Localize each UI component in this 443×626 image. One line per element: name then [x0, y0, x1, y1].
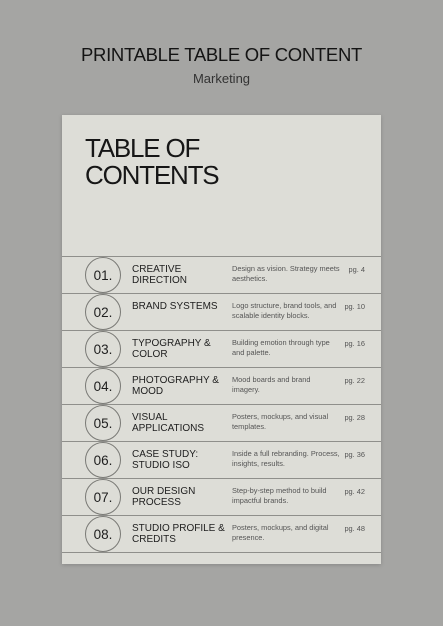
entry-page: pg. 36	[344, 450, 365, 459]
entry-number: 02.	[85, 294, 121, 330]
entry-title: CASE STUDY: STUDIO ISO	[132, 449, 199, 471]
entry-number: 08.	[85, 516, 121, 552]
entry-number: 07.	[85, 479, 121, 515]
entry-page: pg. 48	[344, 524, 365, 533]
entry-number: 03.	[85, 331, 121, 367]
entry-number: 06.	[85, 442, 121, 478]
entry-description: Step-by-step method to build impactful brands.	[232, 486, 327, 505]
entry-description: Posters, mockups, and digital presence.	[232, 523, 329, 542]
entry-description: Building emotion through type and palette.	[232, 338, 330, 357]
entry-page: pg. 28	[344, 413, 365, 422]
entry-page: pg. 16	[344, 339, 365, 348]
toc-row	[62, 256, 381, 293]
entry-page: pg. 42	[344, 487, 365, 496]
sheet-title: TABLE OF CONTENTS	[85, 133, 219, 190]
entry-title: BRAND SYSTEMS	[132, 301, 218, 312]
toc-row	[62, 293, 381, 330]
entry-number: 01.	[85, 257, 121, 293]
toc-row	[62, 478, 381, 515]
entry-title: OUR DESIGN PROCESS	[132, 486, 196, 508]
entry-title: VISUAL APPLICATIONS	[132, 412, 205, 434]
entry-description: Posters, mockups, and visual templates.	[232, 412, 329, 431]
entry-description: Mood boards and brand imagery.	[232, 375, 311, 394]
entry-page: pg. 10	[344, 302, 365, 311]
entry-description: Design as vision. Strategy meets aesthetics.	[232, 264, 340, 283]
toc-row	[62, 441, 381, 478]
entry-title: TYPOGRAPHY & COLOR	[132, 338, 211, 360]
entry-title: PHOTOGRAPHY & MOOD	[132, 375, 219, 397]
toc-row	[62, 515, 381, 553]
toc-sheet	[62, 115, 381, 564]
entry-title: STUDIO PROFILE & CREDITS	[132, 523, 225, 545]
header-subtitle: Marketing	[192, 71, 251, 86]
entry-description: Logo structure, brand tools, and scalable identity blocks.	[232, 301, 337, 320]
entry-number: 05.	[85, 405, 121, 441]
toc-row	[62, 330, 381, 367]
entry-number: 04.	[85, 368, 121, 404]
toc-list	[62, 256, 381, 553]
entry-title: CREATIVE DIRECTION	[132, 264, 187, 286]
header-title: PRINTABLE TABLE OF CONTENT	[80, 44, 363, 65]
entry-description: Inside a full rebranding. Process, insights, results.	[232, 449, 340, 468]
entry-page: pg. 22	[344, 376, 365, 385]
toc-row	[62, 367, 381, 404]
toc-row	[62, 404, 381, 441]
entry-page: pg. 4	[348, 265, 365, 274]
